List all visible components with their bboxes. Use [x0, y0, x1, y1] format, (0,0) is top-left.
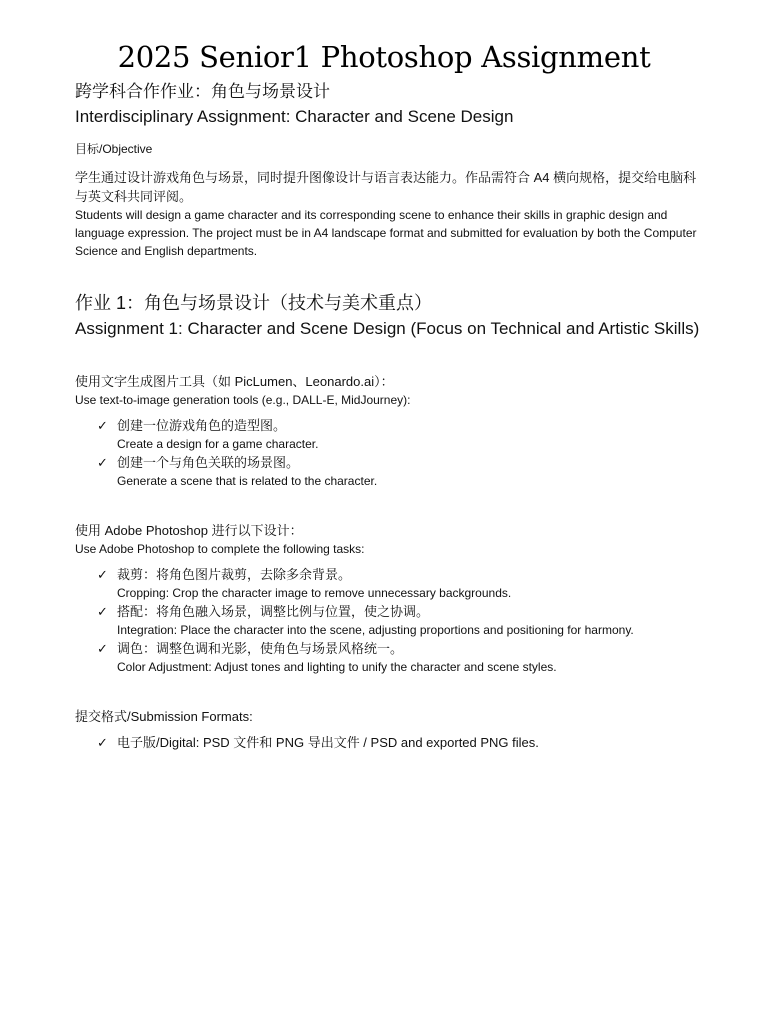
heading-english: Interdisciplinary Assignment: Character and Scene Design	[75, 107, 514, 126]
list-item	[97, 454, 705, 491]
list-item	[97, 566, 705, 603]
list-item-chinese: 创建一位游戏角色的造型图。	[117, 418, 287, 433]
objective-chinese: 学生通过设计游戏角色与场景，同时提升图像设计与语言表达能力。作品需符合 A4 横向规格，提交给电脑科与英文科共同评阅。	[75, 170, 697, 204]
ai-tools-list	[75, 417, 705, 491]
heading-chinese: 跨学科合作作业：角色与场景设计	[75, 82, 330, 101]
list-item-english: Create a design for a game character.	[117, 437, 319, 451]
photoshop-label-english: Use Adobe Photoshop to complete the following tasks:	[75, 542, 365, 556]
list-item-english: Generate a scene that is related to the character.	[117, 474, 378, 488]
document	[75, 40, 705, 752]
photoshop-label-chinese: 使用 Adobe Photoshop 进行以下设计：	[75, 523, 303, 538]
list-item-chinese: 裁剪：将角色图片裁剪，去除多余背景。	[117, 567, 352, 582]
list-item-chinese: 调色：调整色调和光影，使角色与场景风格统一。	[117, 641, 404, 656]
objective-english: Students will design a game character and its corresponding scene to enhance their skills in graphic design and language expression. The project must be in A4 landscape format and submitted for evaluation by both the Computer Science and English departments.	[75, 208, 697, 258]
list-item-chinese: 创建一个与角色关联的场景图。	[117, 455, 300, 470]
check-icon: ✓	[97, 455, 108, 470]
list-item-english: Integration: Place the character into the scene, adjusting proportions and positioning for harmony.	[117, 623, 634, 637]
document-title: 2025 Senior1 Photoshop Assignment	[117, 40, 651, 74]
ai-tools-label-english: Use text-to-image generation tools (e.g., DALL-E, MidJourney):	[75, 393, 411, 407]
list-item-text: 电子版/Digital: PSD 文件和 PNG 导出文件 / PSD and exported PNG files.	[117, 735, 539, 750]
list-item-english: Cropping: Crop the character image to remove unnecessary backgrounds.	[117, 586, 512, 600]
assignment1-heading-english: Assignment 1: Character and Scene Design (Focus on Technical and Artistic Skills)	[75, 319, 700, 338]
submission-list	[75, 734, 705, 752]
list-item	[97, 417, 705, 454]
list-item	[97, 640, 705, 677]
check-icon: ✓	[97, 641, 108, 656]
list-item-chinese: 搭配：将角色融入场景，调整比例与位置，使之协调。	[117, 604, 430, 619]
check-icon: ✓	[97, 567, 108, 582]
ai-tools-label-chinese: 使用文字生成图片工具（如 PicLumen、Leonardo.ai）：	[75, 374, 394, 389]
assignment1-heading-chinese: 作业 1：角色与场景设计（技术与美术重点）	[75, 293, 433, 313]
check-icon: ✓	[97, 604, 108, 619]
photoshop-tasks-list	[75, 566, 705, 677]
list-item-english: Color Adjustment: Adjust tones and lighting to unify the character and scene styles.	[117, 660, 557, 674]
submission-label: 提交格式/Submission Formats:	[75, 709, 253, 724]
check-icon: ✓	[97, 418, 108, 433]
list-item	[97, 734, 705, 752]
list-item	[97, 603, 705, 640]
objective-label: 目标/Objective	[75, 142, 153, 156]
check-icon: ✓	[97, 735, 108, 750]
